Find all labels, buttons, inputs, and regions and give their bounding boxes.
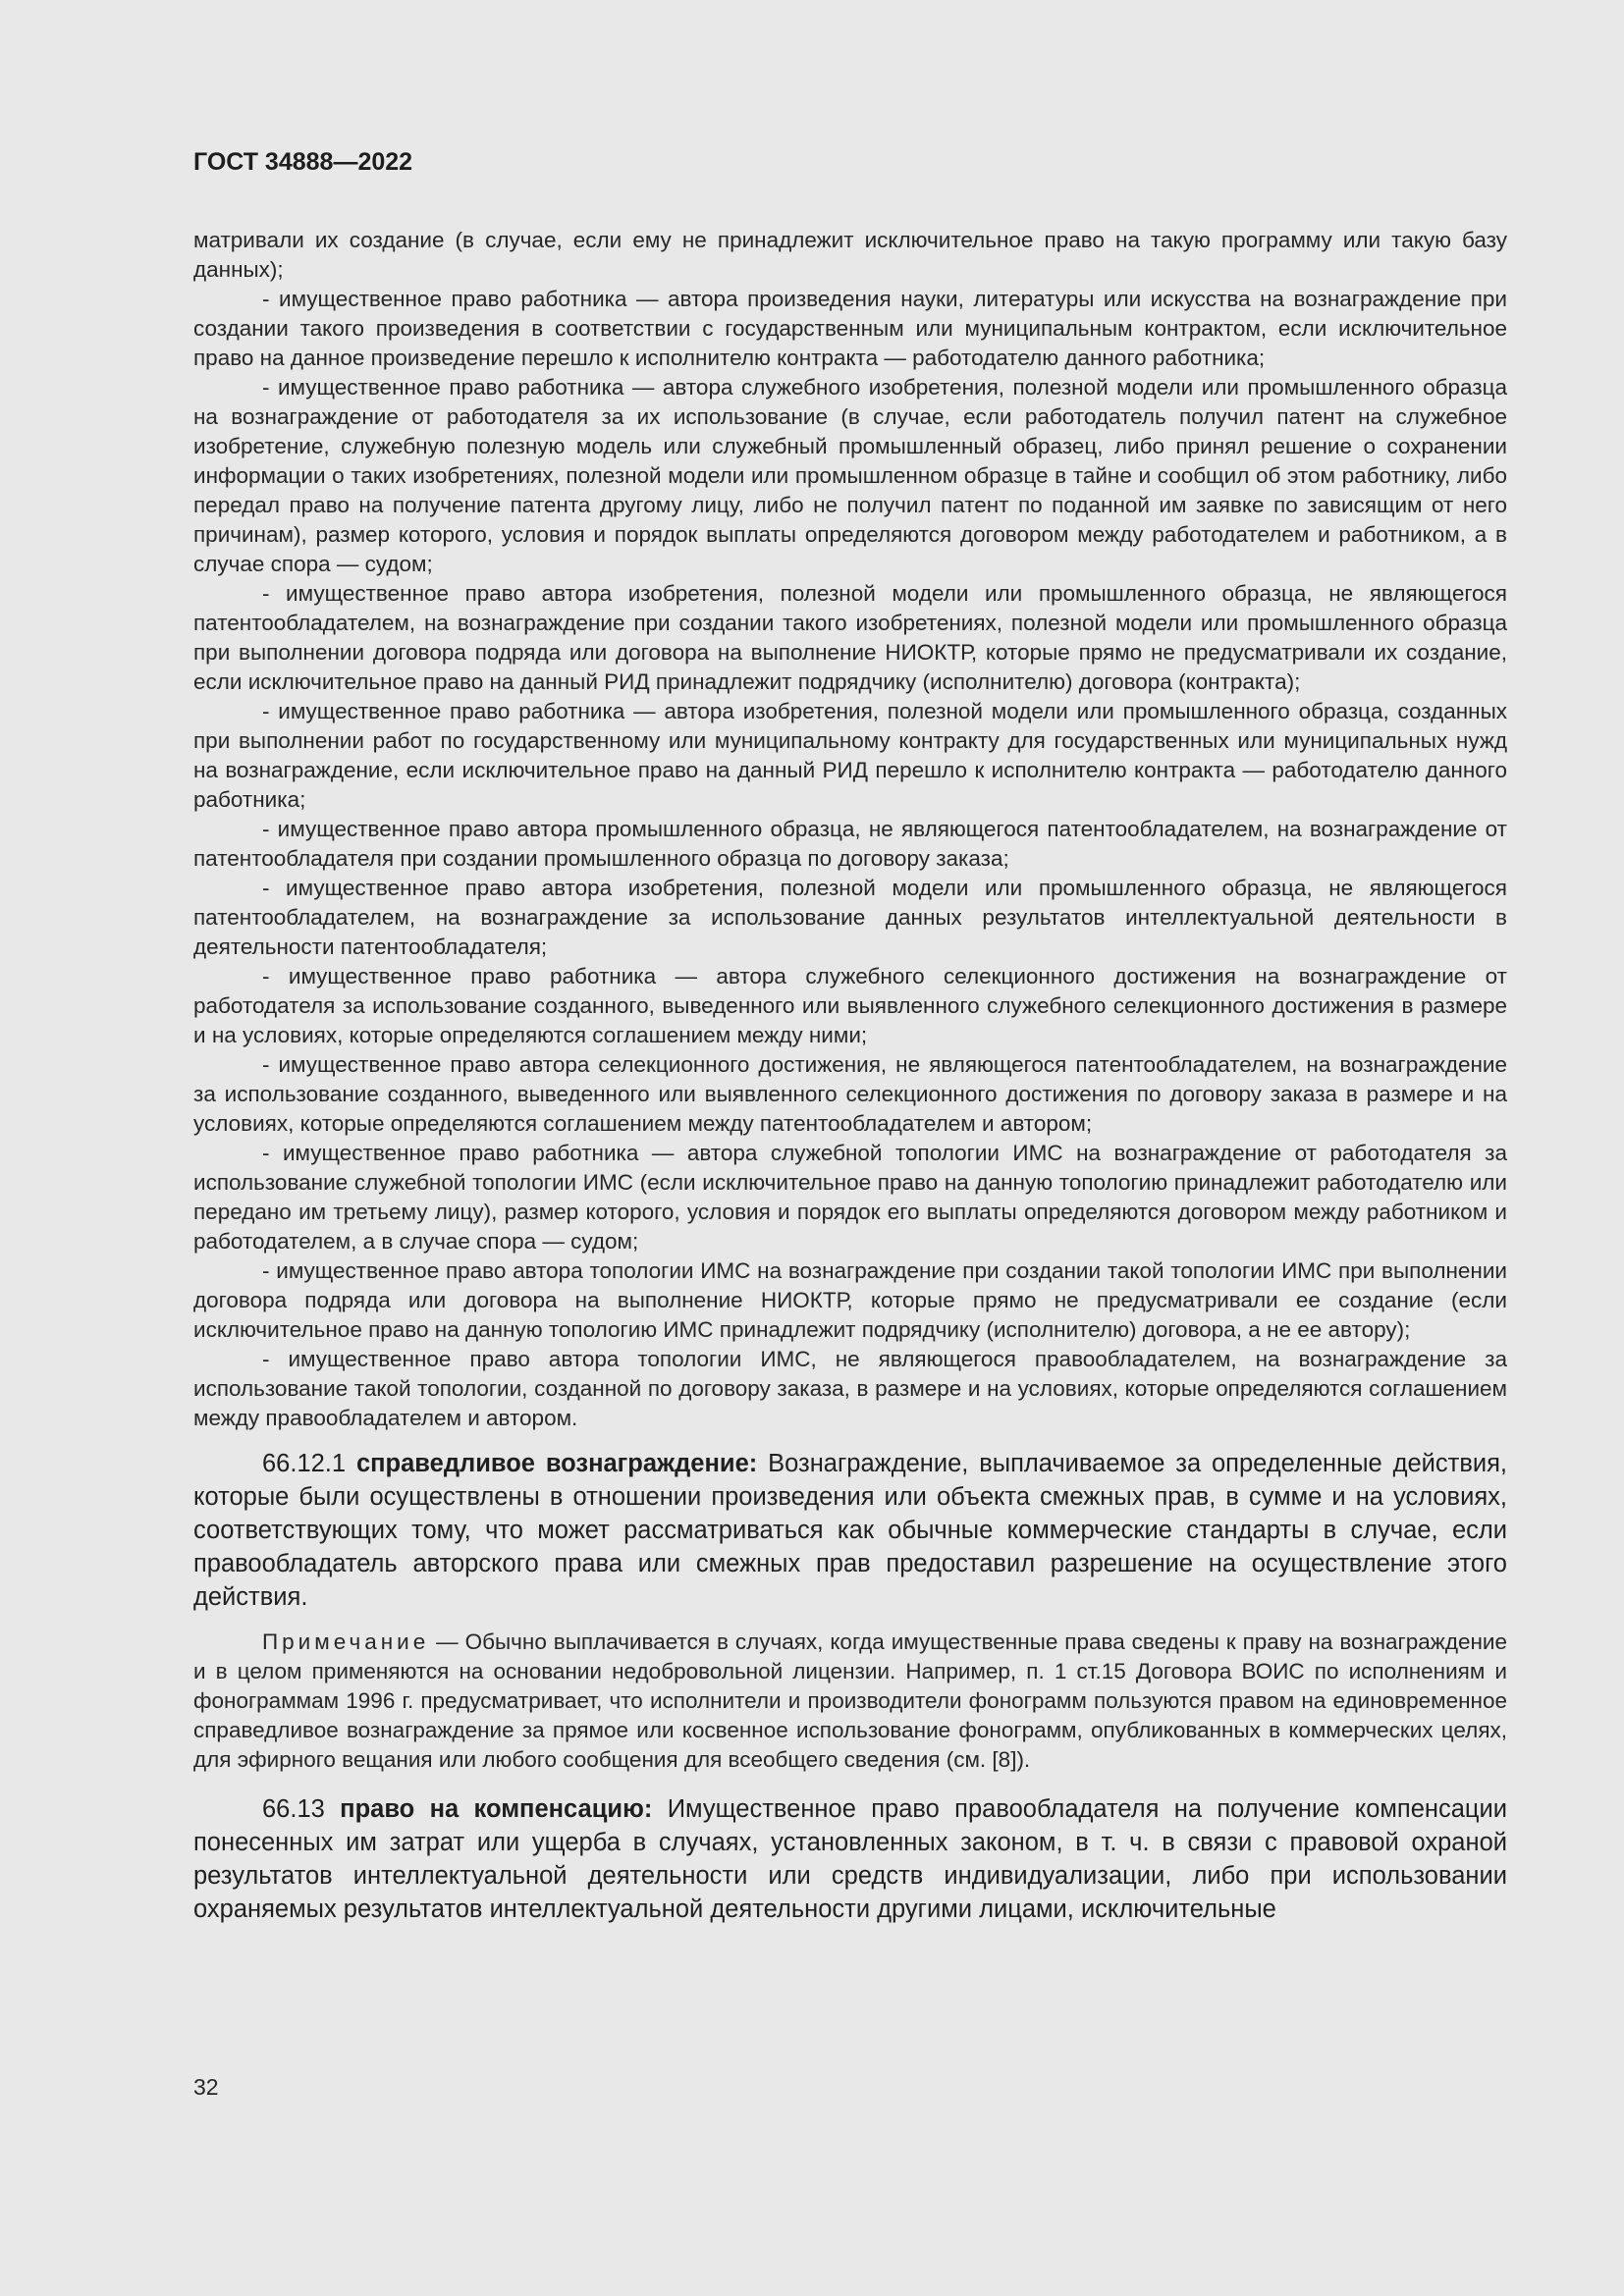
- list-item: - имущественное право автора изобретения, полезной модели или промышленного образца, не являющегося патентообладателем, на вознаграждение за использование данных результатов интеллектуальной деятельности в деятельности патентообладателя;: [193, 876, 1507, 959]
- section-definition: Вознаграждение, выплачиваемое за определенные действия, которые были осуществлены в отношении произведения или объекта смежных прав, в сумме и на условиях, соответствующих тому, что может рассматриваться как обычные коммерческие стандарты в случае, если правообладатель авторского права или смежных прав предоставил разрешение на осуществление этого действия.: [193, 1450, 1507, 1611]
- list-item: - имущественное право работника — автора служебного изобретения, полезной модели или промышленного образца на вознаграждение от работодателя за их использование (в случае, если работодатель получил патент на служебное изобретение, служебную полезную модель или служебный промышленный образец, либо принял решение о сохранении информации о таких изобретениях, полезной модели или промышленном образце в тайне и сообщил об этом работнику, либо передал право на получение патента другому лицу, либо не получил патент по поданной им заявке по зависящим от него причинам), размер которого, условия и порядок выплаты определяются договором между работодателем и работником, а в случае спора — судом;: [193, 375, 1507, 576]
- list-item: - имущественное право работника — автора произведения науки, литературы или искусства на вознаграждение при создании такого произведения в соответствии с государственным или муниципальным контрактом, если исключительное право на данное произведение перешло к исполнителю контракта — работодателю данного работника;: [193, 287, 1507, 370]
- note-paragraph: [193, 1628, 1507, 1775]
- list-item: - имущественное право автора промышленного образца, не являющегося патентообладателем, на вознаграждение от патентообладателя при создании промышленного образца по договору заказа;: [193, 817, 1507, 871]
- section-term: справедливое вознаграждение:: [355, 1450, 758, 1477]
- list-item: - имущественное право работника — автора служебного селекционного достижения на вознаграждение от работодателя за использование созданного, выведенного или выявленного служебного селекционного достижения в размере и на условиях, которые определяются соглашением между ними;: [193, 964, 1507, 1047]
- continuation-paragraph: матривали их создание (в случае, если ему не принадлежит исключительное право на такую программу или такую базу данных);: [193, 228, 1507, 282]
- page-number: 32: [193, 2074, 219, 2100]
- list-item: - имущественное право работника — автора изобретения, полезной модели или промышленного образца, созданных при выполнении работ по государственному или муниципальному контракту для государственных или муниципальных нужд на вознаграждение, если исключительное право на данный РИД перешло к исполнителю контракта — работодателю данного работника;: [193, 699, 1507, 812]
- section-term: право на компенсацию:: [340, 1795, 653, 1823]
- page-content: [193, 226, 1507, 1926]
- document-header: ГОСТ 34888—2022: [193, 148, 413, 176]
- list-item: - имущественное право автора топологии ИМС, не являющегося правообладателем, на вознаграждение за использование такой топологии, созданной по договору заказа, в размере и на условиях, которые определяются соглашением между правообладателем и автором.: [193, 1347, 1507, 1430]
- section-number: 66.13: [262, 1795, 325, 1823]
- list-item: - имущественное право автора топологии ИМС на вознаграждение при создании такой топологии ИМС при выполнении договора подряда или договора на выполнение НИОКТР, которые прямо не предусматривали ее создание (если исключительное право на данную топологию ИМС принадлежит подрядчику (исполнителю) договора, а не ее автору);: [193, 1258, 1507, 1342]
- list-item: - имущественное право работника — автора служебной топологии ИМС на вознаграждение от работодателя за использование служебной топологии ИМС (если исключительное право на данную топологию принадлежит работодателю или передано им третьему лицу), размер которого, условия и порядок его выплаты определяются договором между работником и работодателем, а в случае спора — судом;: [193, 1141, 1507, 1254]
- note-text: — Обычно выплачивается в случаях, когда имущественные права сведены к праву на вознаграждение и в целом применяются на основании недобровольной лицензии. Например, п. 1 ст.15 Договора ВОИС по исполнениям и фонограммам 1996 г. предусматривает, что исполнители и производители фонограмм пользуются правом на единовременное справедливое вознаграждение за прямое или косвенное использование фонограмм, опубликованных в коммерческих целях, для эфирного вещания или любого сообщения для всеобщего сведения (см. [8]).: [193, 1629, 1507, 1772]
- section-66-13: [193, 1792, 1507, 1926]
- note-label: Примечание: [262, 1629, 430, 1654]
- section-definition: Имущественное право правообладателя на получение компенсации понесенных им затрат или ущерба в случаях, установленных законом, в т. ч. в связи с правовой охраной результатов интеллектуальной деятельности или средств индивидуализации, либо при использовании охраняемых результатов интеллектуальной деятельности другими лицами, исключительные: [193, 1795, 1508, 1923]
- list-item: - имущественное право автора селекционного достижения, не являющегося патентообладателем, на вознаграждение за использование созданного, выведенного или выявленного селекционного достижения по договору заказа в размере и на условиях, которые определяются соглашением между патентообладателем и автором;: [193, 1052, 1507, 1136]
- list-item: - имущественное право автора изобретения, полезной модели или промышленного образца, не являющегося патентообладателем, на вознаграждение при создании такого изобретениях, полезной модели или промышленного образца при выполнении договора подряда или договора на выполнение НИОКТР, которые прямо не предусматривали их создание, если исключительное право на данный РИД принадлежит подрядчику (исполнителю) договора (контракта);: [193, 581, 1507, 694]
- section-number: 66.12.1: [262, 1450, 347, 1477]
- section-66-12-1: [193, 1447, 1507, 1614]
